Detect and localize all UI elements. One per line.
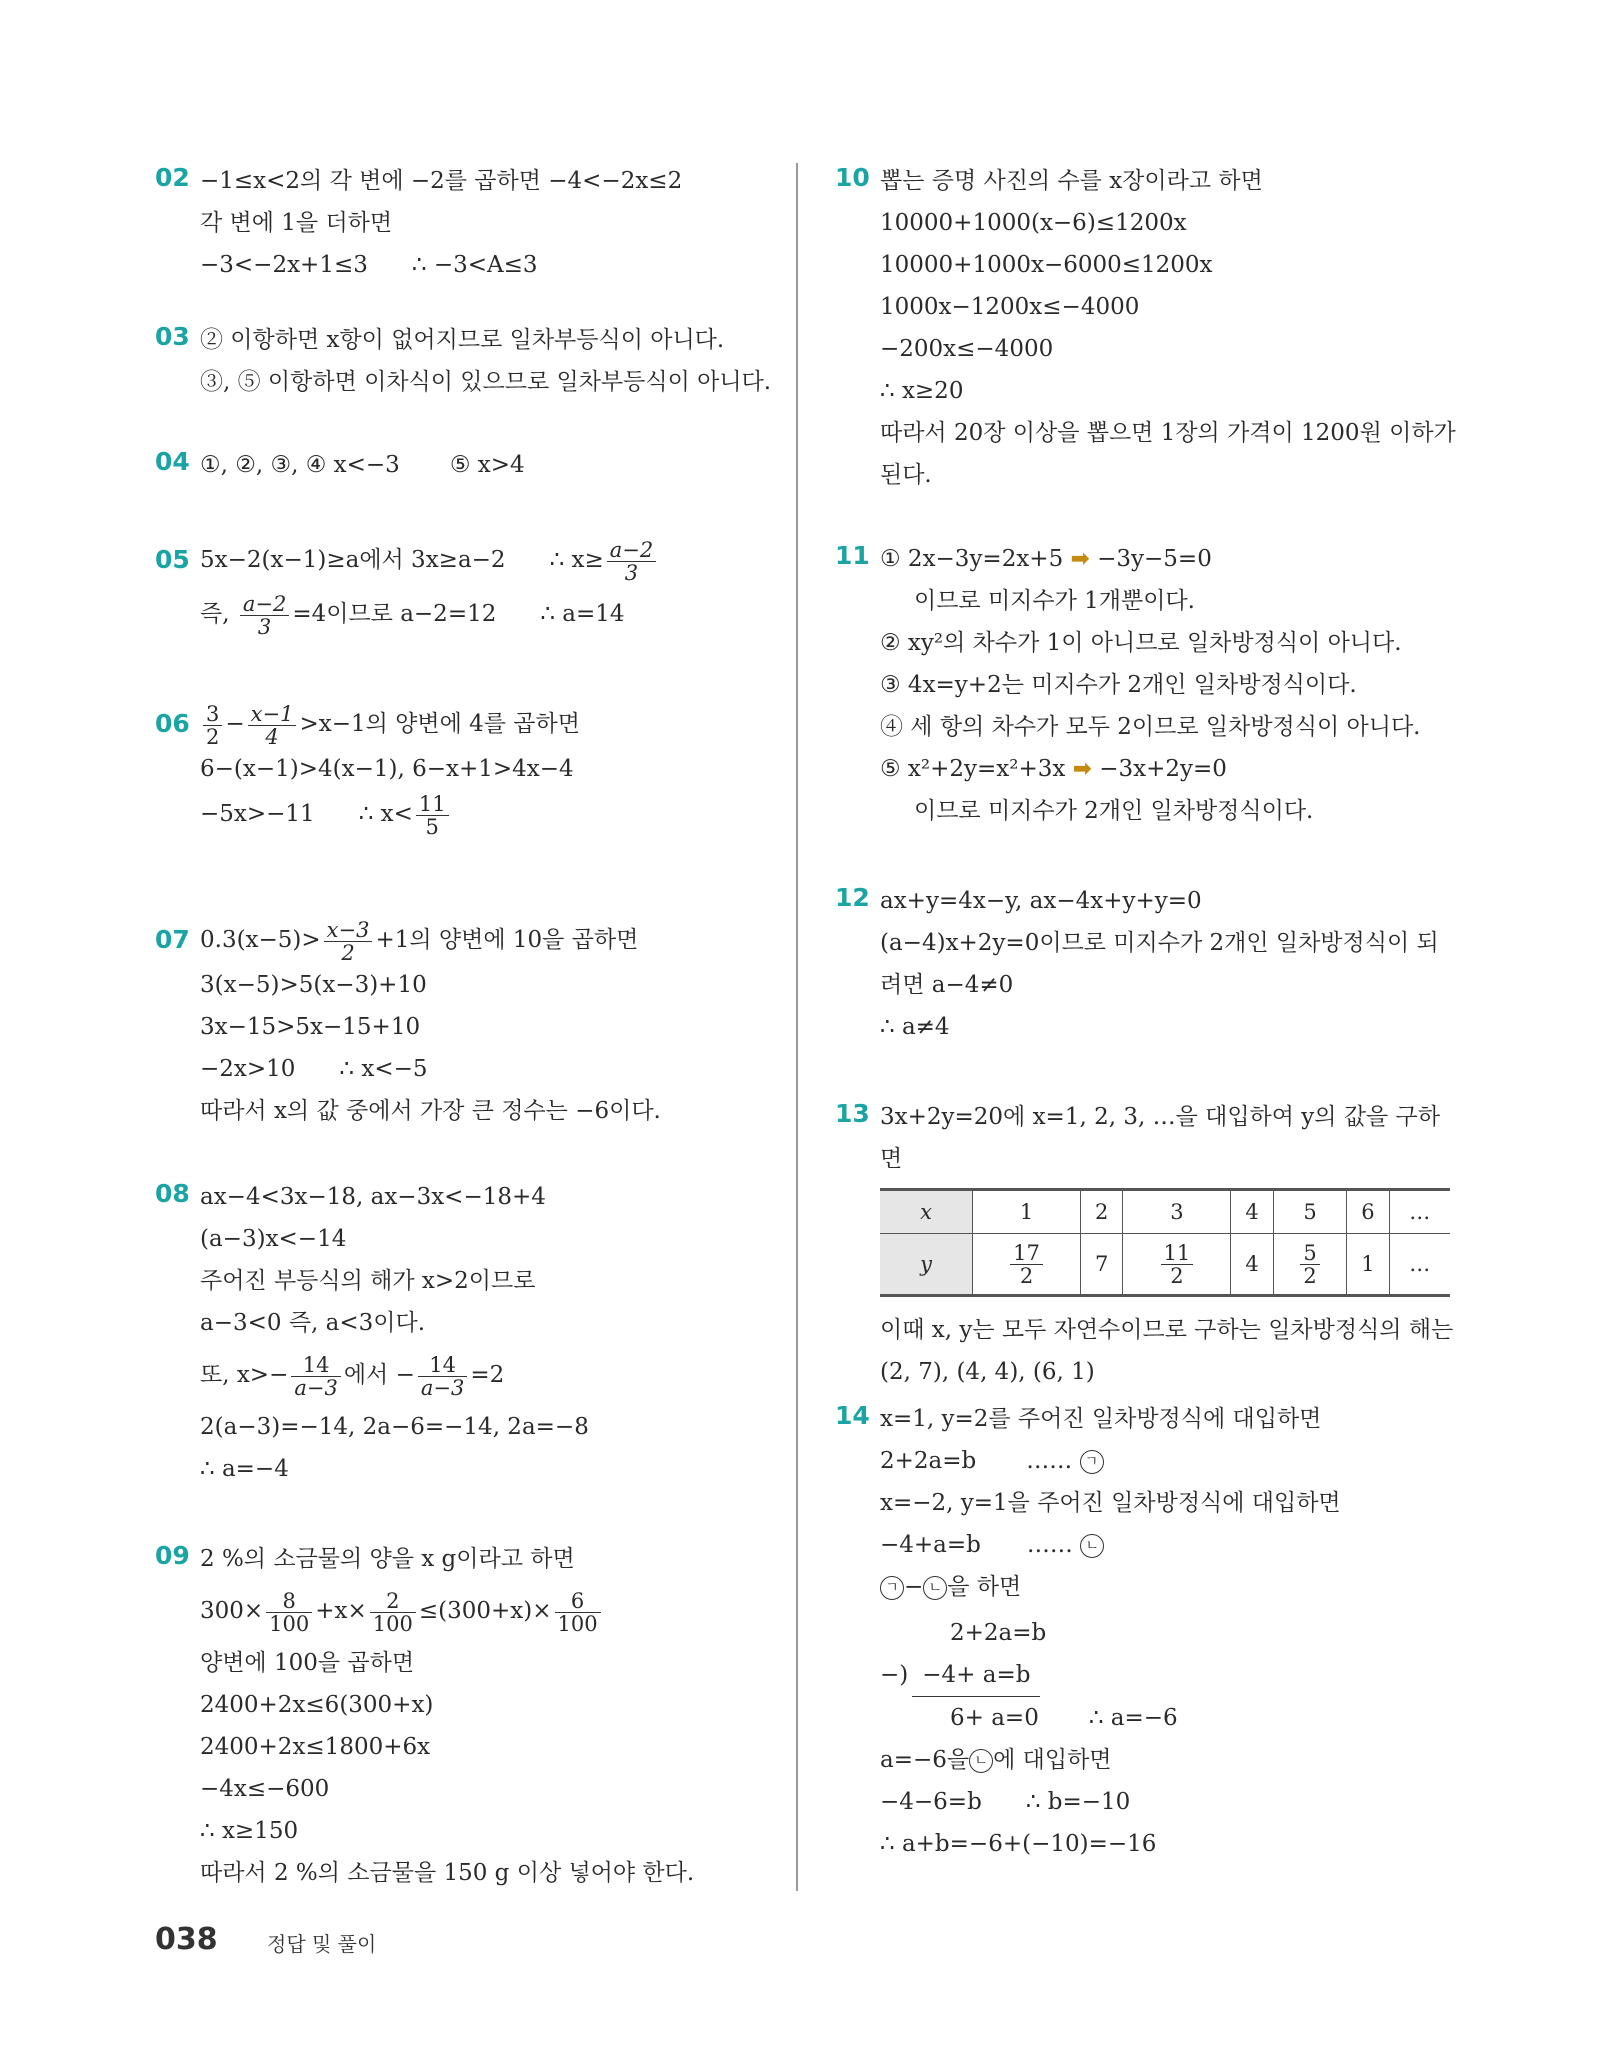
- text-line: ax−4<3x−18, ax−3x<−18+4: [200, 1184, 546, 1210]
- table-cell: 4: [1231, 1234, 1273, 1296]
- problem-number: 10: [835, 163, 870, 192]
- column-subtraction: [880, 1612, 1455, 1739]
- text-line: 10000+1000x−6000≤1200x: [880, 252, 1213, 278]
- text-line: −): [880, 1662, 909, 1688]
- circled-label-2: ㄴ: [969, 1749, 993, 1773]
- problem-number: 03: [155, 322, 190, 351]
- minus: −: [904, 1574, 924, 1600]
- table-row: [880, 1234, 1450, 1296]
- dots: ……: [1026, 1448, 1073, 1474]
- minus: −: [225, 711, 245, 737]
- text-line: +1의 양변에 10을 곱하면: [375, 927, 639, 953]
- text-line: ax+y=4x−y, ax−4x+y+y=0: [880, 888, 1202, 914]
- text-line: 양변에 100을 곱하면: [200, 1650, 415, 1676]
- text-line: =4이므로 a−2=12: [292, 601, 497, 627]
- text-line: −5x>−11: [200, 801, 315, 827]
- text-line: ∴ x<: [358, 801, 413, 827]
- circled-label-2: ㄴ: [1080, 1534, 1104, 1558]
- text-line: 6+ a=0: [950, 1705, 1039, 1731]
- text-line: ② 이항하면 x항이 없어지므로 일차부등식이 아니다.: [200, 327, 725, 353]
- text-line: 면: [880, 1146, 903, 1172]
- text-line: 이므로 미지수가 1개뿐이다.: [914, 588, 1195, 614]
- fraction: $\frac{14}{a-3}$: [418, 1354, 467, 1399]
- text-line: −200x≤−4000: [880, 336, 1054, 362]
- text-line: ∴ a=−6: [1088, 1705, 1178, 1731]
- text-line: 3x+2y=20에 x=1, 2, 3, …을 대입하여 y의 값을 구하: [880, 1104, 1440, 1130]
- text-line: 5x−2(x−1)≥a에서 3x≥a−2: [200, 547, 506, 573]
- arrow-right-icon: ➡: [1072, 756, 1092, 782]
- text-line: −4−6=b: [880, 1789, 982, 1815]
- text-line: a=−6을: [880, 1747, 970, 1773]
- problem-number: 02: [155, 163, 190, 192]
- text-line: −3x+2y=0: [1099, 756, 1227, 782]
- text-line: 된다.: [880, 462, 932, 488]
- text-line: −4+ a=b: [912, 1654, 1040, 1697]
- table-cell: 5: [1273, 1190, 1346, 1234]
- text-line: >x−1의 양변에 4를 곱하면: [299, 711, 580, 737]
- text-line: (2, 7), (4, 4), (6, 1): [880, 1359, 1095, 1385]
- text-line: −4x≤−600: [200, 1776, 330, 1802]
- circled-label-1: ㄱ: [880, 1576, 904, 1600]
- problem-number: 09: [155, 1541, 190, 1570]
- text-line: 6−(x−1)>4(x−1), 6−x+1>4x−4: [200, 756, 574, 782]
- table-cell: $\frac{11}{2}$: [1123, 1234, 1231, 1296]
- text-line: ①, ②, ③, ④ x<−3: [200, 452, 400, 478]
- text-line: =2: [470, 1362, 505, 1388]
- text-line: −3y−5=0: [1097, 546, 1212, 572]
- text-line: 2400+2x≤6(300+x): [200, 1692, 434, 1718]
- text-line: 2+2a=b: [950, 1620, 1047, 1646]
- fraction: $\frac{a-2}{3}$: [240, 593, 289, 638]
- text-line: 이므로 미지수가 2개인 일차방정식이다.: [914, 798, 1314, 824]
- text-line: ∴ a+b=−6+(−10)=−16: [880, 1831, 1157, 1857]
- text-line: ∴ x<−5: [339, 1056, 428, 1082]
- table-cell: 3: [1123, 1190, 1231, 1234]
- text-line: ② xy²의 차수가 1이 아니므로 일차방정식이 아니다.: [880, 630, 1402, 656]
- table-cell: $\frac{5}{2}$: [1273, 1234, 1346, 1296]
- table-cell: $\frac{17}{2}$: [973, 1234, 1081, 1296]
- fraction: $\frac{11}{5}$: [416, 793, 449, 838]
- text-line: 을 하면: [947, 1574, 1022, 1600]
- text-line: 주어진 부등식의 해가 x>2이므로: [200, 1268, 536, 1294]
- problem-number: 13: [835, 1099, 870, 1128]
- text-line: 각 변에 1을 더하면: [200, 210, 393, 236]
- text-line: x=−2, y=1을 주어진 일차방정식에 대입하면: [880, 1490, 1341, 1516]
- problem-number: 14: [835, 1401, 870, 1430]
- page-footer: [155, 1922, 377, 1957]
- problem-number: 11: [835, 541, 870, 570]
- text-line: 2 %의 소금물의 양을 x g이라고 하면: [200, 1546, 575, 1572]
- table-row: [880, 1190, 1450, 1234]
- table-cell: 7: [1081, 1234, 1123, 1296]
- fraction: $\frac{a-2}{3}$: [607, 539, 656, 584]
- text-line: a−3<0 즉, a<3이다.: [200, 1310, 426, 1336]
- problem-number: 08: [155, 1179, 190, 1208]
- table-header-x: x: [880, 1190, 973, 1234]
- text-line: 2(a−3)=−14, 2a−6=−14, 2a=−8: [200, 1414, 589, 1440]
- problem-number: 04: [155, 447, 190, 476]
- text-line: 2+2a=b: [880, 1448, 977, 1474]
- text-line: x=1, y=2를 주어진 일차방정식에 대입하면: [880, 1406, 1322, 1432]
- text-line: 2400+2x≤1800+6x: [200, 1734, 431, 1760]
- fraction: $\frac{14}{a-3}$: [291, 1354, 340, 1399]
- text-line: ⑤ x>4: [449, 452, 525, 478]
- text-line: 이때 x, y는 모두 자연수이므로 구하는 일차방정식의 해는: [880, 1317, 1454, 1343]
- fraction: $\frac{x-3}{2}$: [324, 919, 373, 964]
- circled-label-1: ㄱ: [1080, 1450, 1104, 1474]
- table-header-y: y: [880, 1234, 973, 1296]
- text-line: 3(x−5)>5(x−3)+10: [200, 972, 427, 998]
- problem-number: 07: [155, 925, 190, 954]
- text-line: ∴ a=14: [540, 601, 625, 627]
- text-line: ∴ −3<A≤3: [411, 252, 538, 278]
- table-cell: 4: [1231, 1190, 1273, 1234]
- text-line: −2x>10: [200, 1056, 296, 1082]
- text-line: 따라서 20장 이상을 뽑으면 1장의 가격이 1200원 이하가: [880, 420, 1456, 446]
- text-line: (a−4)x+2y=0이므로 미지수가 2개인 일차방정식이 되: [880, 930, 1439, 956]
- table-cell: 6: [1347, 1190, 1389, 1234]
- text-line: 즉,: [200, 601, 230, 627]
- text-line: ∴ a≠4: [880, 1014, 950, 1040]
- text-line: 1000x−1200x≤−4000: [880, 294, 1140, 320]
- text-line: ⑤ x²+2y=x²+3x: [880, 756, 1066, 782]
- dots: ……: [1026, 1532, 1073, 1558]
- text-line: 300×: [200, 1598, 264, 1624]
- text-line: −4+a=b: [880, 1532, 981, 1558]
- text-line: ∴ a=−4: [200, 1456, 289, 1482]
- fraction: $\frac{6}{100}$: [555, 1590, 601, 1635]
- table-cell: 1: [973, 1190, 1081, 1234]
- text-line: −3<−2x+1≤3: [200, 252, 368, 278]
- text-line: 10000+1000(x−6)≤1200x: [880, 210, 1187, 236]
- text-line: ∴ x≥150: [200, 1818, 299, 1844]
- text-line: 0.3(x−5)>: [200, 927, 321, 953]
- text-line: 따라서 2 %의 소금물을 150 g 이상 넣어야 한다.: [200, 1860, 695, 1886]
- problem-number: 05: [155, 545, 190, 574]
- fraction: $\frac{x-1}{4}$: [248, 703, 297, 748]
- circled-label-2: ㄴ: [923, 1576, 947, 1600]
- text-line: (a−3)x<−14: [200, 1226, 347, 1252]
- text-line: ③ 4x=y+2는 미지수가 2개인 일차방정식이다.: [880, 672, 1357, 698]
- table-cell: …: [1389, 1234, 1450, 1296]
- text-line: +x×: [315, 1598, 367, 1624]
- text-line: ∴ b=−10: [1025, 1789, 1131, 1815]
- text-line: ∴ x≥: [549, 547, 604, 573]
- problem-number: 06: [155, 709, 190, 738]
- footer-label: 정답 및 풀이: [267, 1932, 377, 1956]
- text-line: ∴ x≥20: [880, 378, 964, 404]
- arrow-right-icon: ➡: [1070, 546, 1090, 572]
- text-line: 3x−15>5x−15+10: [200, 1014, 421, 1040]
- text-line: 따라서 x의 값 중에서 가장 큰 정수는 −6이다.: [200, 1098, 661, 1124]
- value-table: [880, 1188, 1450, 1297]
- text-line: ③, ⑤ 이항하면 이차식이 있으므로 일차부등식이 아니다.: [200, 369, 772, 395]
- text-line: 에서 −: [343, 1362, 415, 1388]
- text-line: −1≤x<2의 각 변에 −2를 곱하면 −4<−2x≤2: [200, 168, 683, 194]
- fraction: $\frac{3}{2}$: [203, 703, 222, 748]
- text-line: ≤(300+x)×: [418, 1598, 552, 1624]
- text-line: 에 대입하면: [993, 1747, 1112, 1773]
- text-line: ① 2x−3y=2x+5: [880, 546, 1064, 572]
- fraction: $\frac{2}{100}$: [370, 1590, 416, 1635]
- table-cell: …: [1389, 1190, 1450, 1234]
- page-number: 038: [155, 1922, 218, 1957]
- text-line: 려면 a−4≠0: [880, 972, 1014, 998]
- column-divider: [796, 163, 798, 1891]
- problem-number: 12: [835, 883, 870, 912]
- text-line: 또, x>−: [200, 1362, 289, 1388]
- fraction: $\frac{8}{100}$: [266, 1590, 312, 1635]
- table-cell: 1: [1347, 1234, 1389, 1296]
- text-line: ④ 세 항의 차수가 모두 2이므로 일차방정식이 아니다.: [880, 714, 1421, 740]
- table-cell: 2: [1081, 1190, 1123, 1234]
- text-line: 뽑는 증명 사진의 수를 x장이라고 하면: [880, 168, 1263, 194]
